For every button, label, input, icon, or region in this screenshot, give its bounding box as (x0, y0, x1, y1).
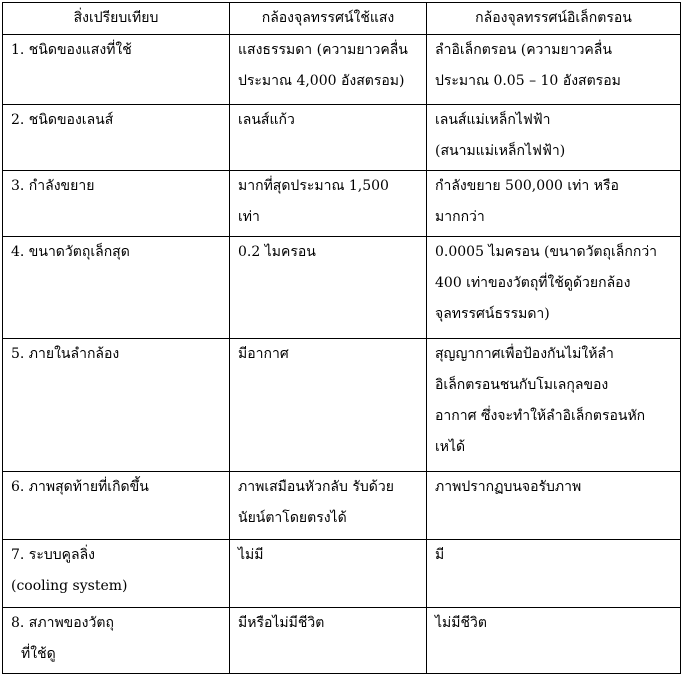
cell-text: มากที่สุดประมาณ 1,500 (238, 178, 389, 194)
header-row (3, 3, 681, 35)
table-row (3, 237, 681, 339)
cell-text: อิเล็กตรอนชนกับโมเลกุลของ (435, 377, 609, 393)
cell-text: เหได้ (435, 439, 466, 455)
criteria-text: 8. สภาพของวัตถุ (11, 615, 114, 631)
cell-text: ประมาณ 0.05 – 10 อังสตรอม (435, 73, 621, 89)
electron-microscope-cell (427, 472, 681, 540)
cell-text: อากาศ ซึ่งจะทำให้ลำอิเล็กตรอนหัก (435, 408, 646, 424)
criteria-cell (3, 608, 230, 674)
criteria-cell (3, 339, 230, 472)
criteria-cell (3, 472, 230, 540)
light-microscope-cell (230, 339, 427, 472)
criteria-cell (3, 171, 230, 237)
criteria-text: 4. ขนาดวัตถุเล็กสุด (11, 244, 130, 260)
cell-text: มากกว่า (435, 209, 485, 225)
electron-microscope-cell (427, 237, 681, 339)
cell-text: ภาพเสมือนหัวกลับ รับด้วย (238, 479, 394, 495)
cell-text: มีอากาศ (238, 346, 289, 362)
cell-text: ลำอิเล็กตรอน (ความยาวคลื่น (435, 42, 612, 58)
electron-microscope-cell (427, 35, 681, 105)
criteria-text: 5. ภายในลำกล้อง (11, 346, 120, 362)
electron-microscope-cell (427, 540, 681, 608)
criteria-cell (3, 540, 230, 608)
cell-text: 0.2 ไมครอน (238, 244, 316, 260)
criteria-text: ที่ใช้ดู (21, 646, 56, 662)
cell-text: (สนามแม่เหล็กไฟฟ้า) (435, 143, 566, 159)
criteria-cell (3, 35, 230, 105)
electron-microscope-cell (427, 608, 681, 674)
cell-text: ไม่มีชีวิต (435, 615, 487, 631)
criteria-text: 1. ชนิดของแสงที่ใช้ (11, 42, 132, 58)
table-row (3, 105, 681, 171)
cell-text: เลนส์แก้ว (238, 112, 295, 128)
table-row (3, 608, 681, 674)
cell-text: เท่า (238, 209, 260, 225)
light-microscope-cell (230, 35, 427, 105)
table-row (3, 171, 681, 237)
cell-text: ไม่มี (238, 547, 264, 563)
cell-text: 0.0005 ไมครอน (ขนาดวัตถุเล็กกว่า (435, 244, 658, 260)
light-microscope-cell (230, 540, 427, 608)
cell-text: ประมาณ 4,000 อังสตรอม) (238, 73, 405, 89)
cell-text: นัยน์ตาโดยตรงได้ (238, 510, 347, 526)
criteria-text: 6. ภาพสุดท้ายที่เกิดขึ้น (11, 479, 149, 495)
light-microscope-cell (230, 171, 427, 237)
criteria-cell (3, 237, 230, 339)
electron-microscope-cell (427, 105, 681, 171)
cell-text: สุญญากาศเพื่อป้องกันไม่ให้ลำ (435, 346, 614, 362)
header-light-microscope: กล้องจุลทรรศน์ใช้แสง (230, 3, 427, 35)
cell-text: มีหรือไม่มีชีวิต (238, 615, 325, 631)
criteria-text: 2. ชนิดของเลนส์ (11, 112, 114, 128)
cell-text: 400 เท่าของวัตถุที่ใช้ดูด้วยกล้อง (435, 275, 631, 291)
table-row (3, 540, 681, 608)
cell-text: ภาพปรากฏบนจอรับภาพ (435, 479, 582, 495)
cell-text: กำลังขยาย 500,000 เท่า หรือ (435, 178, 619, 194)
cell-text: เลนส์แม่เหล็กไฟฟ้า (435, 112, 551, 128)
light-microscope-cell (230, 237, 427, 339)
criteria-text: 3. กำลังขยาย (11, 178, 95, 194)
criteria-text: 7. ระบบคูลลิ่ง (11, 547, 95, 563)
comparison-table (2, 2, 681, 674)
criteria-text: (cooling system) (11, 578, 128, 594)
header-criteria: สิ่งเปรียบเทียบ (3, 3, 230, 35)
cell-text: จุลทรรศน์ธรรมดา) (435, 306, 550, 322)
light-microscope-cell (230, 472, 427, 540)
cell-text: มี (435, 547, 445, 563)
light-microscope-cell (230, 608, 427, 674)
light-microscope-cell (230, 105, 427, 171)
criteria-cell (3, 105, 230, 171)
electron-microscope-cell (427, 171, 681, 237)
table-row (3, 472, 681, 540)
header-electron-microscope: กล้องจุลทรรศน์อิเล็กตรอน (427, 3, 681, 35)
electron-microscope-cell (427, 339, 681, 472)
table-row (3, 339, 681, 472)
cell-text: แสงธรรมดา (ความยาวคลื่น (238, 42, 408, 58)
table-row (3, 35, 681, 105)
